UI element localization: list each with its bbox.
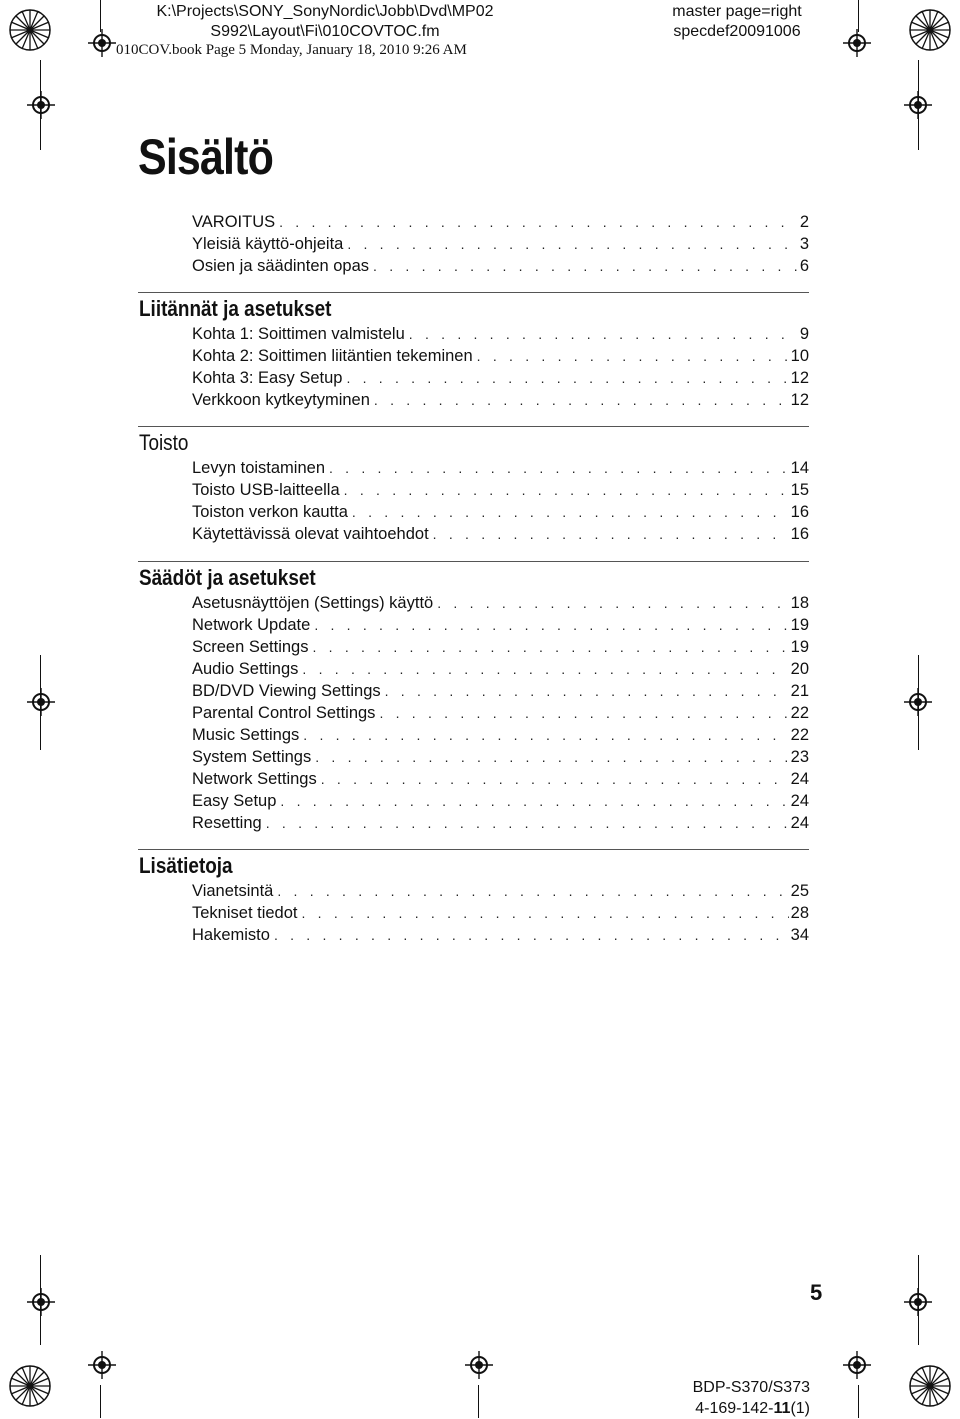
toc-entry[interactable] <box>192 457 809 479</box>
section-heading: Liitännät ja asetukset <box>139 296 332 321</box>
crop-mark <box>100 1385 101 1418</box>
toc-entry-label: Kohta 3: Easy Setup <box>192 369 343 387</box>
master-page-header <box>652 2 822 42</box>
toc-entry-page: 20 <box>790 660 809 678</box>
toc-entry-page: 19 <box>790 638 809 656</box>
spec-label: specdef20091006 <box>673 23 801 40</box>
toc-entry-page: 25 <box>790 882 809 900</box>
toc-entry-label: Network Settings <box>192 770 317 788</box>
toc-entry-page: 16 <box>790 503 809 521</box>
leader-dots <box>321 768 789 790</box>
registration-mark-icon <box>27 688 55 716</box>
leader-dots <box>347 233 797 255</box>
leader-dots <box>385 680 789 702</box>
toc-entry-page: 24 <box>790 814 809 832</box>
crop-mark <box>858 1385 859 1418</box>
toc-entry-label: Music Settings <box>192 726 300 744</box>
toc-entry-label: Levyn toistaminen <box>192 459 325 477</box>
file-path-line-1: K:\Projects\SONY_SonyNordic\Jobb\Dvd\MP02 <box>156 3 494 20</box>
toc-entry-page: 12 <box>790 369 809 387</box>
toc-entry[interactable] <box>192 680 809 702</box>
toc-entry-label: Yleisiä käyttö-ohjeita <box>192 235 344 253</box>
toc-entry-label: System Settings <box>192 748 312 766</box>
toc-entry-label: Resetting <box>192 814 262 832</box>
toc-entry-page: 24 <box>790 770 809 788</box>
toc-entry-page: 18 <box>790 594 809 612</box>
toc-entry-label: Verkkoon kytkeytyminen <box>192 391 370 409</box>
toc-entry-label: Screen Settings <box>192 638 309 656</box>
toc-entry-label: Toisto USB-laitteella <box>192 481 340 499</box>
toc-entry-page: 24 <box>790 792 809 810</box>
crop-mark <box>478 1385 479 1418</box>
leader-dots <box>352 501 789 523</box>
leader-dots <box>279 211 798 233</box>
model-number: BDP-S370/S373 <box>692 1379 810 1396</box>
toc-entry-label: VAROITUS <box>192 213 276 231</box>
leader-dots <box>379 702 788 724</box>
toc-entry[interactable] <box>192 501 809 523</box>
registration-mark-icon <box>88 29 116 57</box>
toc-entry-page: 15 <box>790 481 809 499</box>
leader-dots <box>344 479 789 501</box>
leader-dots <box>373 255 798 277</box>
toc-entry[interactable] <box>192 233 809 255</box>
registration-mark-icon <box>843 1351 871 1379</box>
print-target-icon <box>908 8 952 52</box>
toc-entry-page: 21 <box>790 682 809 700</box>
section-heading: Lisätietoja <box>139 853 233 878</box>
toc-entry[interactable] <box>192 812 809 834</box>
registration-mark-icon <box>843 29 871 57</box>
toc-entry-label: Kohta 2: Soittimen liitäntien tekeminen <box>192 347 473 365</box>
toc-entry-page: 9 <box>799 325 809 343</box>
leader-dots <box>433 523 789 545</box>
file-path-header <box>140 2 510 42</box>
toc-entry[interactable] <box>192 768 809 790</box>
page-number: 5 <box>810 1280 823 1305</box>
page-title: Sisältö <box>138 129 273 185</box>
leader-dots <box>303 724 788 746</box>
toc-entry-label: Network Update <box>192 616 311 634</box>
toc-entry-page: 12 <box>790 391 809 409</box>
section-heading: Säädöt ja asetukset <box>139 565 316 590</box>
toc-entry-label: Easy Setup <box>192 792 277 810</box>
print-target-icon <box>8 8 52 52</box>
toc-entry-page: 28 <box>790 904 809 922</box>
toc-entry-label: Käytettävissä olevat vaihtoehdot <box>192 525 429 543</box>
toc-entry[interactable] <box>192 323 809 345</box>
leader-dots <box>312 636 788 658</box>
section-divider <box>138 561 809 562</box>
leader-dots <box>314 614 788 636</box>
print-target-icon <box>908 1364 952 1408</box>
toc-entry-page: 14 <box>790 459 809 477</box>
crop-mark <box>858 0 859 32</box>
toc-entry-label: Tekniset tiedot <box>192 904 298 922</box>
toc-entry[interactable] <box>192 924 809 946</box>
toc-entry-page: 22 <box>790 726 809 744</box>
toc-entry-page: 10 <box>790 347 809 365</box>
toc-entry-label: Vianetsintä <box>192 882 274 900</box>
toc-entry[interactable] <box>192 389 809 411</box>
toc-entry[interactable] <box>192 479 809 501</box>
registration-mark-icon <box>88 1351 116 1379</box>
toc-entry[interactable] <box>192 658 809 680</box>
leader-dots <box>266 812 789 834</box>
toc-entry[interactable] <box>192 746 809 768</box>
section-divider <box>138 426 809 427</box>
leader-dots <box>437 592 788 614</box>
toc-entry-page: 19 <box>790 616 809 634</box>
toc-entry-page: 23 <box>790 748 809 766</box>
toc-entry-page: 16 <box>790 525 809 543</box>
leader-dots <box>315 746 788 768</box>
registration-mark-icon <box>904 91 932 119</box>
toc-entry-label: Osien ja säädinten opas <box>192 257 370 275</box>
toc-entry[interactable] <box>192 790 809 812</box>
leader-dots <box>374 389 789 411</box>
toc-entry-page: 3 <box>799 235 809 253</box>
leader-dots <box>280 790 788 812</box>
toc-entry-page: 6 <box>799 257 809 275</box>
section-divider <box>138 849 809 850</box>
leader-dots <box>274 924 789 946</box>
registration-mark-icon <box>465 1351 493 1379</box>
part-code <box>660 1399 810 1419</box>
toc-entry[interactable] <box>192 702 809 724</box>
leader-dots <box>302 658 788 680</box>
crop-mark <box>100 0 101 32</box>
part-code-suffix: (1) <box>790 1400 810 1417</box>
toc-entry-label: Hakemisto <box>192 926 270 944</box>
leader-dots <box>409 323 798 345</box>
toc-entry-page: 34 <box>790 926 809 944</box>
toc-entry[interactable] <box>192 592 809 614</box>
master-page-label: master page=right <box>672 3 802 20</box>
toc-entry[interactable] <box>192 367 809 389</box>
section-heading: Toisto <box>139 430 189 455</box>
toc-entry-page: 2 <box>799 213 809 231</box>
toc-entry-label: Kohta 1: Soittimen valmistelu <box>192 325 405 343</box>
leader-dots <box>329 457 789 479</box>
part-code-bold: 11 <box>773 1400 791 1417</box>
toc-entry-page: 22 <box>790 704 809 722</box>
leader-dots <box>301 902 788 924</box>
registration-mark-icon <box>27 1288 55 1316</box>
registration-mark-icon <box>904 1288 932 1316</box>
toc-entry[interactable] <box>192 345 809 367</box>
toc-entry-label: Audio Settings <box>192 660 299 678</box>
toc-entry[interactable] <box>192 211 809 233</box>
leader-dots <box>277 880 788 902</box>
part-code-prefix: 4-169-142- <box>695 1400 774 1417</box>
registration-mark-icon <box>904 688 932 716</box>
toc-entry[interactable] <box>192 255 809 277</box>
section-divider <box>138 292 809 293</box>
toc-entry-label: BD/DVD Viewing Settings <box>192 682 381 700</box>
toc-entry-label: Toiston verkon kautta <box>192 503 348 521</box>
toc-entry[interactable] <box>192 523 809 545</box>
toc-entry-label: Parental Control Settings <box>192 704 376 722</box>
leader-dots <box>346 367 788 389</box>
toc-entry-label: Asetusnäyttöjen (Settings) käyttö <box>192 594 434 612</box>
leader-dots <box>477 345 789 367</box>
file-path-line-2: S992\Layout\Fi\010COVTOC.fm <box>210 23 440 40</box>
book-info: 010COV.book Page 5 Monday, January 18, 2010 9:26 AM <box>116 42 467 58</box>
toc-entry[interactable] <box>192 724 809 746</box>
registration-mark-icon <box>27 91 55 119</box>
toc-entry[interactable] <box>192 614 809 636</box>
toc-entry[interactable] <box>192 636 809 658</box>
print-target-icon <box>8 1364 52 1408</box>
toc-entry[interactable] <box>192 880 809 902</box>
toc-entry[interactable] <box>192 902 809 924</box>
